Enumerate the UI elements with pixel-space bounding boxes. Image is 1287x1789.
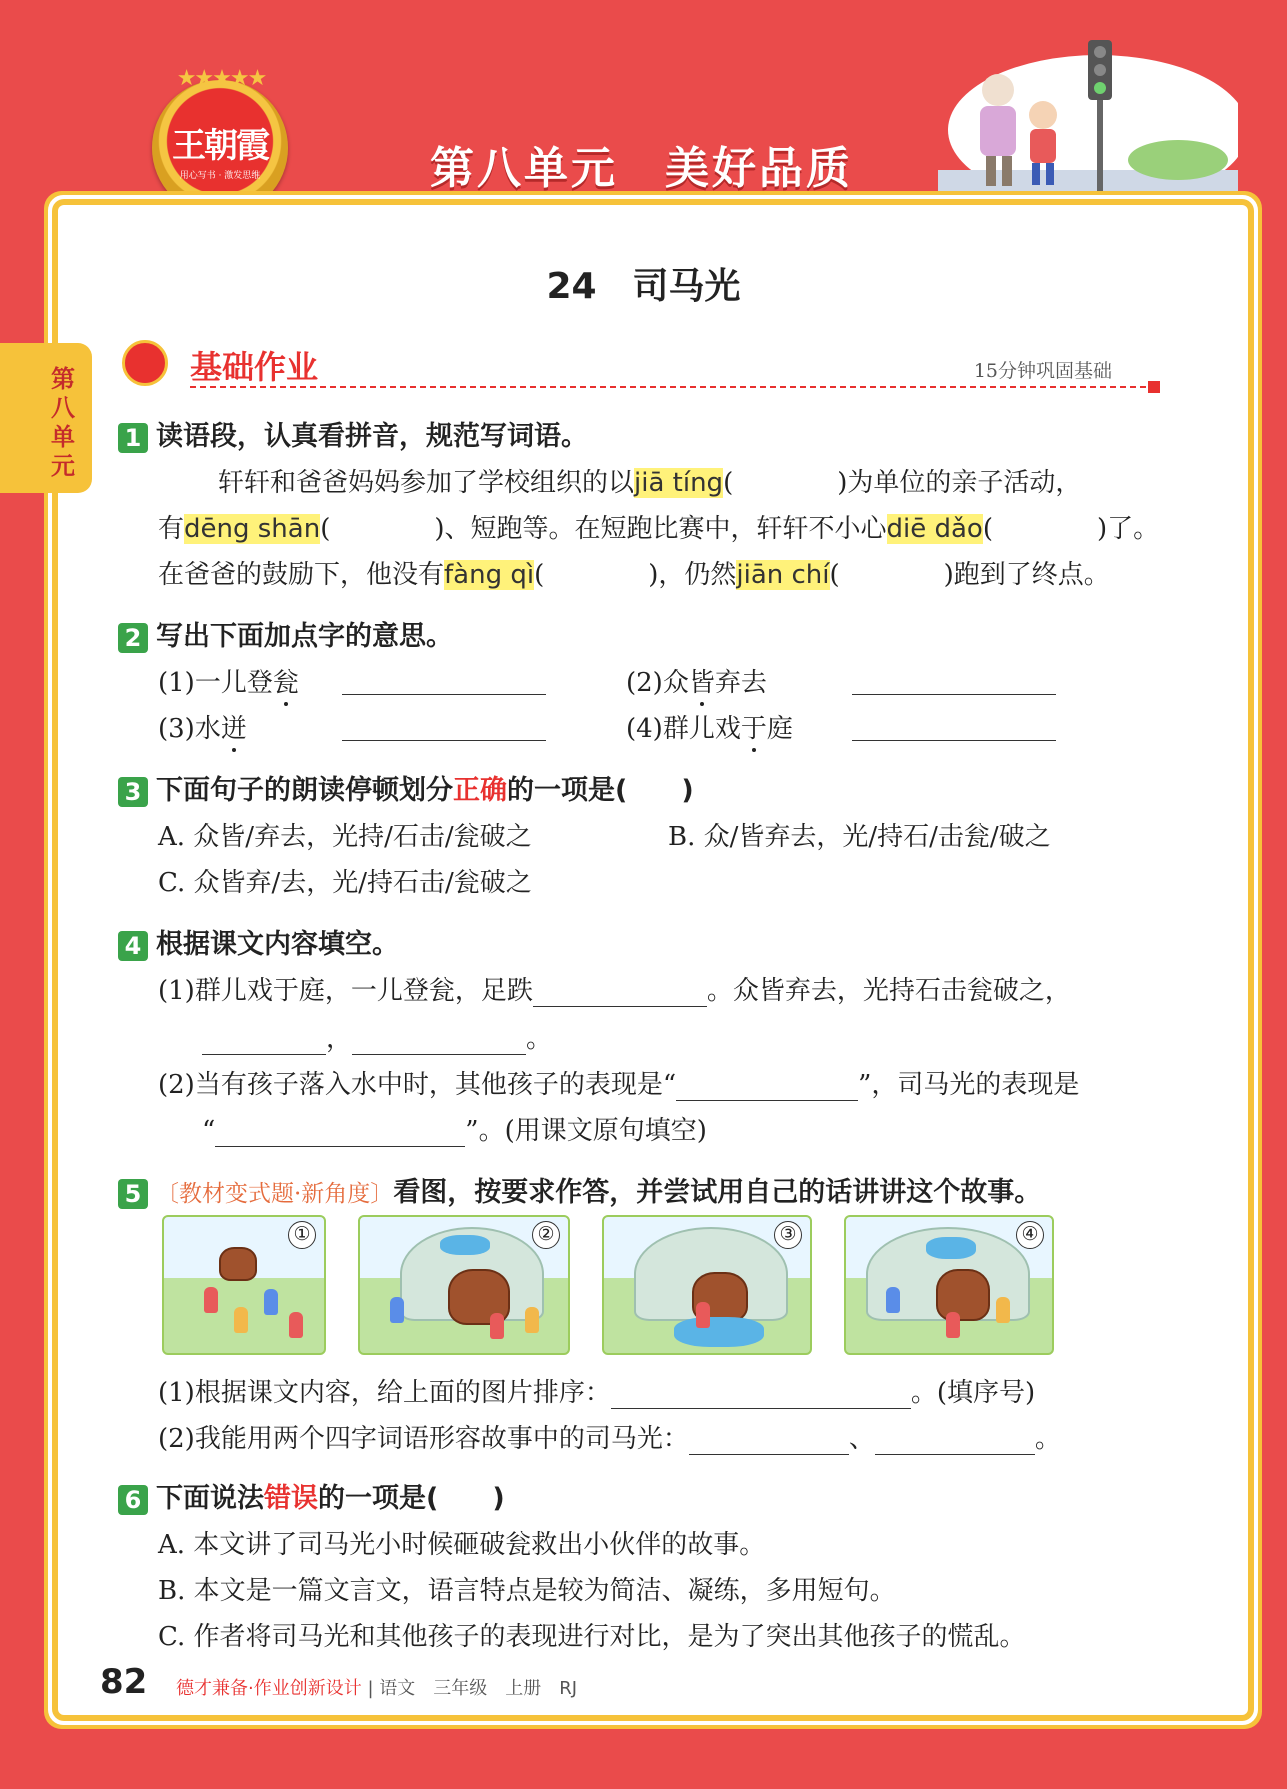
answer-line[interactable]	[533, 980, 707, 1007]
story-picture-2: ②	[358, 1215, 570, 1355]
story-picture-4: ④	[844, 1215, 1054, 1355]
page-header	[0, 0, 1287, 205]
answer-line[interactable]	[676, 1074, 858, 1101]
pinyin-fangqi: fàng qì	[444, 560, 535, 590]
answer-blank[interactable]: ( )跑到了终点。	[829, 560, 1110, 590]
answer-line[interactable]	[352, 1028, 526, 1055]
story-picture-3: ③	[602, 1215, 812, 1355]
question-4-prompt: 4 根据课文内容填空。	[118, 922, 399, 961]
q2-item-3: (3)水迸	[158, 714, 247, 744]
answer-blank[interactable]: ( )、短跑等。在短跑比赛中，轩轩不小心	[320, 514, 887, 544]
question-number: 2	[118, 623, 148, 653]
logo-text: 王朝霞	[172, 126, 268, 166]
q5-line-1: (1)根据课文内容，给上面的图片排序： 。(填序号)	[158, 1378, 1036, 1408]
answer-line[interactable]	[875, 1428, 1035, 1455]
brand-logo	[152, 66, 288, 216]
question-number: 6	[118, 1485, 148, 1515]
answer-line[interactable]	[342, 668, 546, 695]
question-number: 3	[118, 777, 148, 807]
q6-option-c[interactable]: C. 作者将司马光和其他孩子的表现进行对比，是为了突出其他孩子的慌乱。	[158, 1622, 1026, 1652]
answer-blank[interactable]: ( )为单位的亲子活动，	[723, 468, 1082, 498]
unit-side-tab: 第八单元	[0, 343, 92, 493]
answer-line[interactable]	[342, 714, 546, 741]
q4-line-4: “ ”。(用课文原句填空)	[202, 1116, 707, 1146]
pinyin-dengshan: dēng shān	[184, 514, 321, 544]
answer-line[interactable]	[852, 714, 1056, 741]
q1-line-1: 轩轩和爸爸妈妈参加了学校组织的以jiā tíng( )为单位的亲子活动，	[218, 468, 1082, 498]
q5-line-2: (2)我能用两个四字词语形容故事中的司马光： 、 。	[158, 1424, 1061, 1454]
book-meta: 语文 三年级 上册 RJ	[379, 1678, 578, 1699]
unit-title: 第八单元 美好品质	[430, 143, 853, 194]
answer-line[interactable]	[689, 1428, 849, 1455]
q3-option-b[interactable]: B. 众/皆弃去，光/持石/击瓮/破之	[668, 822, 1051, 852]
question-2-prompt: 2 写出下面加点字的意思。	[118, 614, 453, 653]
footer-text: 德才兼备·作业创新设计 | 语文 三年级 上册 RJ	[176, 1678, 578, 1699]
q1-line-3: 在爸爸的鼓励下，他没有fàng qì( )，仍然jiān chí( )跑到了终点。	[158, 560, 1110, 590]
answer-line[interactable]	[202, 1028, 326, 1055]
answer-line[interactable]	[611, 1382, 911, 1409]
q4-line-1: (1)群儿戏于庭，一儿登瓮，足跌 。众皆弃去，光持石击瓮破之，	[158, 976, 1071, 1006]
question-number: 5	[118, 1179, 148, 1209]
alarm-icon	[122, 340, 168, 386]
q2-item-2: (2)众皆弃去	[626, 668, 767, 698]
pinyin-jianchi: jiān chí	[736, 560, 830, 590]
section-title: 基础作业	[190, 348, 319, 386]
question-1-prompt: 1 读语段，认真看拼音，规范写词语。	[118, 414, 588, 453]
pinyin-jiating: jiā tíng	[634, 468, 724, 498]
question-3-prompt: 3 下面句子的朗读停顿划分正确的一项是( )	[118, 768, 694, 807]
question-tag: 〔教材变式题·新角度〕	[156, 1181, 394, 1207]
answer-blank[interactable]: ( )，仍然	[534, 560, 737, 590]
page-number: 82	[100, 1662, 148, 1702]
section-header	[116, 336, 1156, 396]
logo-subtext: 用心写书 · 激发思维	[179, 171, 261, 181]
section-divider	[190, 386, 1156, 388]
stars-icon: ★★★★★	[176, 66, 266, 91]
question-5-prompt: 5 〔教材变式题·新角度〕看图，按要求作答，并尝试用自己的话讲讲这个故事。	[118, 1170, 1041, 1209]
q6-option-b[interactable]: B. 本文是一篇文言文，语言特点是较为简洁、凝练，多用短句。	[158, 1576, 896, 1606]
q2-item-1: (1)一儿登瓮	[158, 668, 299, 698]
crossing-street-illustration	[928, 20, 1238, 205]
answer-blank[interactable]: ( )了。	[982, 514, 1160, 544]
q3-option-a[interactable]: A. 众皆/弃去，光持/石击/瓮破之	[158, 822, 532, 852]
book-title: 德才兼备·作业创新设计	[176, 1678, 362, 1699]
answer-line[interactable]	[852, 668, 1056, 695]
q4-line-2: ， 。	[202, 1018, 552, 1055]
q1-line-2: 有dēng shān( )、短跑等。在短跑比赛中，轩轩不小心diē dǎo( )了。	[158, 514, 1160, 544]
question-number: 4	[118, 931, 148, 961]
q6-option-a[interactable]: A. 本文讲了司马光小时候砸破瓮救出小伙伴的故事。	[158, 1530, 766, 1560]
q2-item-4: (4)群儿戏于庭	[626, 714, 793, 744]
q3-option-c[interactable]: C. 众皆弃/去，光/持石击/瓮破之	[158, 868, 532, 898]
question-number: 1	[118, 423, 148, 453]
answer-line[interactable]	[215, 1120, 465, 1147]
question-6-prompt: 6 下面说法错误的一项是( )	[118, 1476, 505, 1515]
lesson-title: 24 司马光	[546, 266, 741, 307]
story-picture-1: ①	[162, 1215, 326, 1355]
pinyin-diedao: diē dǎo	[886, 514, 983, 544]
section-subtitle: 15分钟巩固基础	[973, 360, 1112, 382]
page-footer	[100, 1662, 1200, 1702]
q4-line-3: (2)当有孩子落入水中时，其他孩子的表现是“ ”，司马光的表现是	[158, 1070, 1080, 1100]
